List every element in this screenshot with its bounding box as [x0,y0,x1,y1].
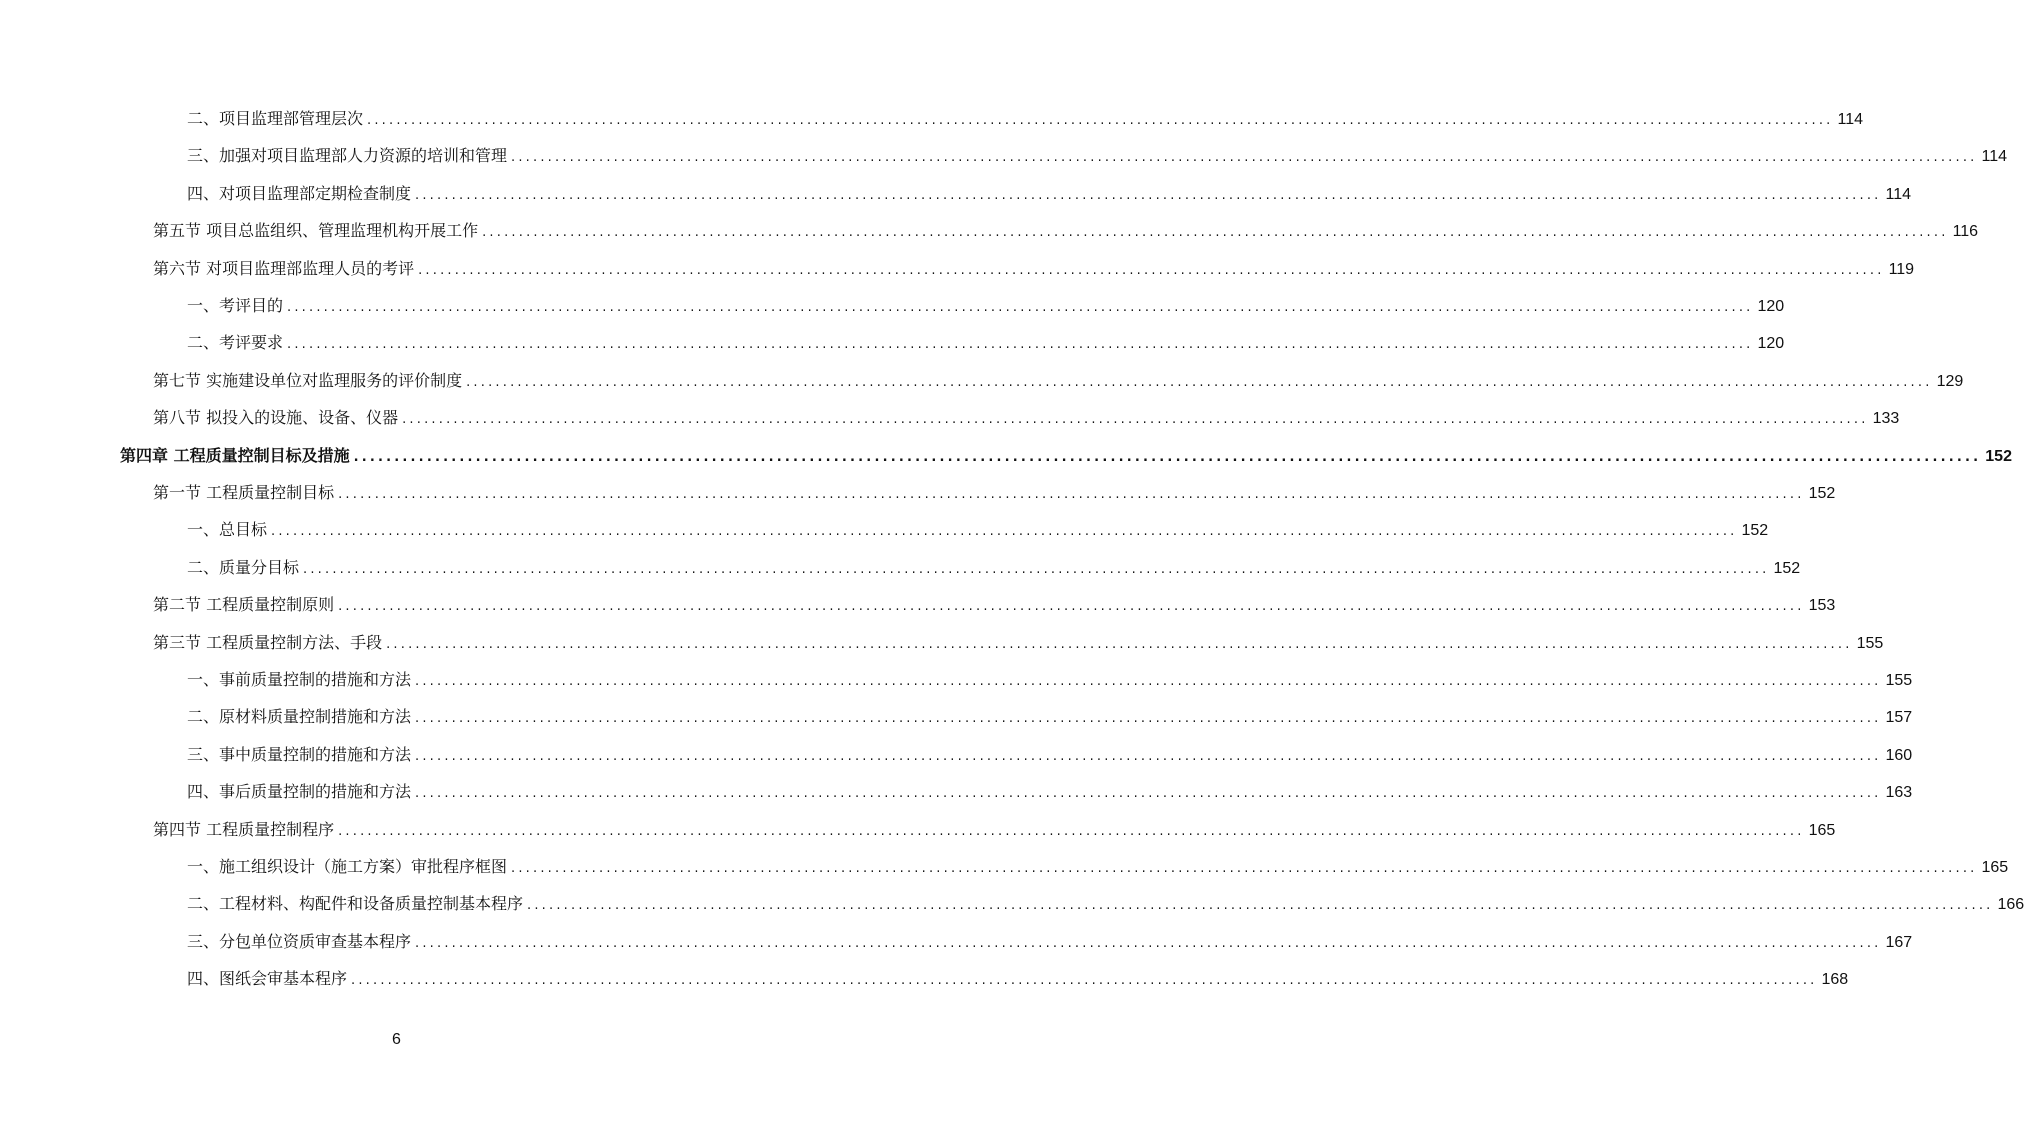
dot-leader: ........................................................................................................................................................................................................ [271,524,1738,539]
toc-section-entry[interactable] [153,250,1915,287]
dot-leader: ........................................................................................................................................................................................................ [511,861,1978,876]
dot-leader: ........................................................................................................................................................................................................ [527,898,1994,913]
toc-entry-title: 第四节 工程质量控制程序 [153,820,335,839]
toc-entry-title: 二、质量分目标 [187,558,300,577]
toc-entry-title: 第四章 工程质量控制目标及措施 [120,446,350,465]
toc-entry-title: 二、项目监理部管理层次 [187,109,364,128]
dot-leader: ........................................................................................................................................................................................................ [415,188,1882,203]
toc-entry-page: 155 [1856,635,1884,652]
toc-entry-title: 一、考评目的 [187,296,284,315]
toc-entry-page: 133 [1872,410,1900,427]
toc-entry-title: 一、事前质量控制的措施和方法 [187,670,412,689]
toc-entry-page: 155 [1885,672,1913,689]
dot-leader: ........................................................................................................................................................................................................ [415,936,1882,951]
toc-entry-title: 第三节 工程质量控制方法、手段 [153,633,383,652]
toc-subsection-entry[interactable] [187,549,1801,586]
toc-entry-page: 152 [1808,485,1836,502]
toc-entry-page: 160 [1885,747,1913,764]
toc-entry-title: 第一节 工程质量控制目标 [153,483,335,502]
dot-leader: ........................................................................................................................................................................................................ [415,674,1882,689]
dot-leader: ........................................................................................................................................................................................................ [338,599,1805,614]
dot-leader: ........................................................................................................................................................................................................ [287,300,1754,315]
toc-entry-title: 第二节 工程质量控制原则 [153,595,335,614]
toc-entry-page: 163 [1885,784,1913,801]
toc-subsection-entry[interactable] [187,773,1913,810]
toc-entry-page: 120 [1757,335,1785,352]
toc-entry-page: 152 [1773,560,1801,577]
toc-entry-page: 167 [1885,934,1913,951]
toc-entry-page: 114 [1885,186,1911,203]
toc-entry-page: 152 [1985,448,2012,465]
toc-entry-page: 166 [1997,896,2024,913]
toc-section-entry[interactable] [153,811,1836,848]
toc-entry-title: 四、对项目监理部定期检查制度 [187,184,412,203]
dot-leader: ........................................................................................................................................................................................................ [338,824,1805,839]
toc-subsection-entry[interactable] [187,137,2007,174]
toc-subsection-entry[interactable] [187,661,1913,698]
dot-leader: ........................................................................................................................................................................................................ [351,973,1818,988]
dot-leader: ........................................................................................................................................................................................................ [287,337,1754,352]
toc-entry-title: 三、分包单位资质审查基本程序 [187,932,412,951]
toc-subsection-entry[interactable] [187,287,1785,324]
toc-entry-title: 四、图纸会审基本程序 [187,969,348,988]
toc-section-entry[interactable] [153,624,1884,661]
toc-entry-title: 一、总目标 [187,520,268,539]
toc-section-entry[interactable] [153,586,1836,623]
toc-entry-title: 第七节 实施建设单位对监理服务的评价制度 [153,371,463,390]
page-number: 6 [392,1031,401,1048]
toc-entry-title: 三、加强对项目监理部人力资源的培训和管理 [187,146,508,165]
dot-leader: ........................................................................................................................................................................................................ [415,749,1882,764]
toc-entry-page: 114 [1981,148,2007,165]
dot-leader: ........................................................................................................................................................................................................ [511,150,1978,165]
dot-leader: ........................................................................................................................................................................................................ [386,637,1853,652]
toc-subsection-entry[interactable] [187,736,1913,773]
toc-subsection-entry[interactable] [187,885,2024,922]
toc-section-entry[interactable] [153,399,1900,436]
dot-leader: ........................................................................................................................................................................................................ [415,786,1882,801]
dot-leader: ........................................................................................................................................................................................................ [482,225,1949,240]
toc-entry-title: 三、事中质量控制的措施和方法 [187,745,412,764]
toc-entry-page: 165 [1808,822,1836,839]
dot-leader: ........................................................................................................................................................................................................ [418,263,1885,278]
toc-entry-page: 116 [1952,223,1979,240]
toc-entry-title: 第五节 项目总监组织、管理监理机构开展工作 [153,221,479,240]
toc-entry-title: 二、工程材料、构配件和设备质量控制基本程序 [187,894,524,913]
toc-entry-page: 114 [1837,111,1863,128]
dot-leader: ........................................................................................................................................................................................................ [353,450,1982,465]
toc-subsection-entry[interactable] [187,324,1785,361]
dot-leader: ........................................................................................................................................................................................................ [303,562,1770,577]
toc-entry-page: 152 [1741,522,1769,539]
toc-entry-page: 168 [1821,971,1849,988]
toc-section-entry[interactable] [153,362,1964,399]
toc-section-entry[interactable] [153,212,1979,249]
toc-entry-title: 第六节 对项目监理部监理人员的考评 [153,259,415,278]
toc-subsection-entry[interactable] [187,960,1849,997]
toc-entry-title: 一、施工组织设计（施工方案）审批程序框图 [187,857,508,876]
toc-subsection-entry[interactable] [187,100,1863,137]
toc-subsection-entry[interactable] [187,511,1769,548]
toc-entry-page: 129 [1936,373,1964,390]
dot-leader: ........................................................................................................................................................................................................ [367,113,1834,128]
dot-leader: ........................................................................................................................................................................................................ [415,711,1882,726]
toc-entry-title: 二、考评要求 [187,333,284,352]
dot-leader: ........................................................................................................................................................................................................ [402,412,1869,427]
toc-chapter-entry[interactable] [120,437,2012,474]
toc-entry-page: 165 [1981,859,2009,876]
toc-subsection-entry[interactable] [187,848,2009,885]
toc-entry-title: 第八节 拟投入的设施、设备、仪器 [153,408,399,427]
toc-section-entry[interactable] [153,474,1836,511]
toc-subsection-entry[interactable] [187,923,1913,960]
toc-subsection-entry[interactable] [187,175,1911,212]
toc-entry-page: 157 [1885,709,1913,726]
toc-entry-page: 120 [1757,298,1785,315]
toc-entry-title: 四、事后质量控制的措施和方法 [187,782,412,801]
toc-entry-page: 153 [1808,597,1836,614]
toc-subsection-entry[interactable] [187,698,1913,735]
dot-leader: ........................................................................................................................................................................................................ [338,487,1805,502]
toc-entry-page: 119 [1888,261,1915,278]
toc-entry-title: 二、原材料质量控制措施和方法 [187,707,412,726]
dot-leader: ........................................................................................................................................................................................................ [466,375,1933,390]
